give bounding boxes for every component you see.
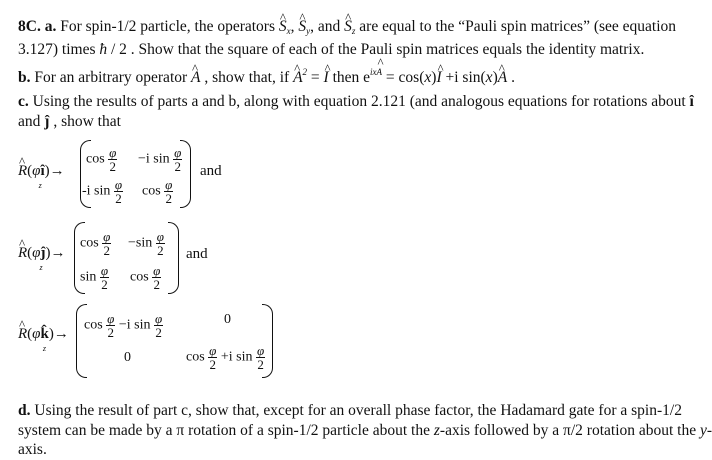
part-b-line: b. For an arbitrary operator ^ A , show that, if ^ $A^2$ = ^ I then $e^{ix\^{} A}$ = cos(x)^ I +i sin(x)^ A . [18,62,515,88]
matrix-2-cell-11: cos $\frac{\varphi}{2}$ [80,229,111,258]
part-c-line-1: c. Using the results of parts a and b, along with equation 2.121 (and analogous equations for rotations about î [18,93,694,110]
part-a-line-2: 3.127) times ħ / 2 . Show that the square of each of the Pauli spin matrices equals the identity matrix. [18,41,645,58]
matrix-2-cell-12: −sin $\frac{\varphi}{2}$ [128,229,164,258]
matrix-2-right-paren [168,222,179,294]
part-c-line-2: and ĵ , show that [18,113,121,130]
matrix-2-cell-21: sin $\frac{\varphi}{2}$ [80,263,109,292]
matrix-1-cell-21: -i sin $\frac{\varphi}{2}$ [82,177,123,206]
matrix-2-cell-22: cos $\frac{\varphi}{2}$ [130,263,161,292]
part-d-line-2: system can be made by a π rotation of a spin-1/2 particle about the z-axis followed by a π/2 rotation about the y- [18,422,712,439]
matrix-1-right-paren [180,140,191,208]
matrix-3-right-paren [262,304,273,378]
matrix-3-cell-12: 0 [224,312,231,327]
matrix-1-label: ^ R(φî)→ z [18,163,65,180]
part-d-line-3: axis. [18,441,47,458]
matrix-1-cell-22: cos $\frac{\varphi}{2}$ [142,177,173,206]
matrix-3-cell-22: cos $\frac{\varphi}{2}$ +i sin $\frac{\varphi}{2}$ [186,343,265,372]
matrix-2-and: and [186,246,208,262]
matrix-1-and: and [200,163,222,179]
matrix-3-cell-11: cos $\frac{\varphi}{2}$ −i sin $\frac{\varphi}{2}$ [84,311,163,340]
matrix-1-cell-12: −i sin $\frac{\varphi}{2}$ [138,145,182,174]
matrix-3-label: ^ R(φk̂)→ z [18,326,69,343]
matrix-1-cell-11: cos $\frac{\varphi}{2}$ [86,145,117,174]
matrix-2-label: ^ R(φĵ)→ z [18,245,65,262]
matrix-3-cell-21: 0 [124,350,131,365]
part-d-line-1: d. Using the result of part c, show that, except for an overall phase factor, the Hadamard gate for a spin-1/2 [18,402,682,419]
part-a-line-1: 8C. a. For spin-1/2 particle, the operators ^ $S_x$, ^ $S_y$, and ^ $S_z$ are equal to the “Pauli spin matrices” (see equation [18,17,676,41]
